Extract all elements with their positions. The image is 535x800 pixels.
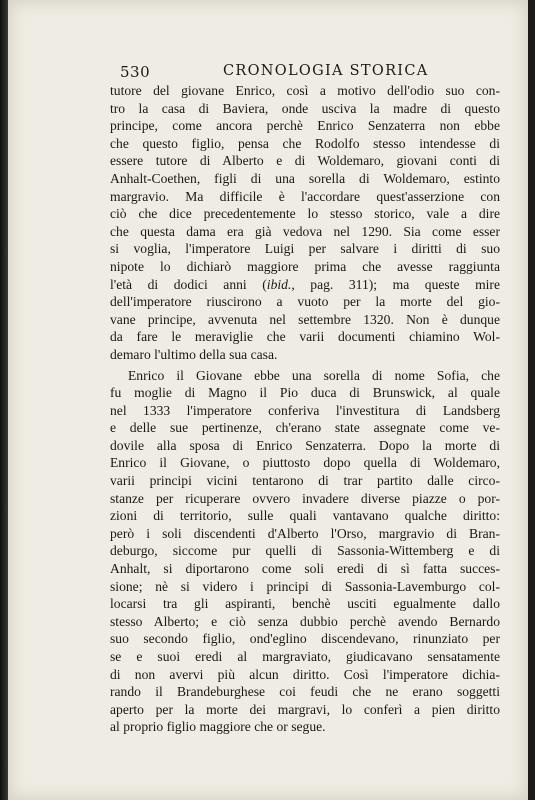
- text-line: l'età di dodici anni (ibid., pag. 311); ma queste mire: [110, 276, 500, 292]
- text-line: zioni di territorio, sulle quali vantavano qualche diritto:: [110, 508, 500, 524]
- text-line: deburgo, siccome pur quelli di Sassonia-Wittemberg e di: [110, 543, 500, 559]
- text-line: demaro l'ultimo della sua casa.: [110, 346, 278, 362]
- text-line: principe, come ancora perchè Enrico Senzaterra non ebbe: [110, 118, 500, 134]
- text-line: margravio. Ma difficile è l'accordare quest'asserzione con: [110, 188, 500, 204]
- text-line: stanze per ricuperare ovvero invadere diverse piazze o por-: [110, 490, 500, 506]
- text-line: vane principe, avvenuta nel settembre 1320. Non è dunque: [110, 311, 500, 327]
- text-line: locarsi tra gli aspiranti, benchè usciti egualmente dallo: [110, 596, 500, 612]
- text-line: nipote lo dichiarò maggiore prima che avesse raggiunta: [110, 258, 500, 274]
- text-line: tro la casa di Baviera, onde usciva la madre di questo: [110, 100, 500, 116]
- text-line: aperto per la morte dei margravi, lo conferì a pien diritto: [110, 701, 500, 717]
- text-line: Enrico il Giovane ebbe una sorella di nome Sofia, che: [128, 367, 500, 383]
- text-line: dell'imperatore riuscirono a vuoto per la morte del gio-: [110, 294, 500, 310]
- citation-ibid: ibid.: [266, 276, 292, 292]
- text-line: nel 1333 l'imperatore conferiva l'investitura di Landsberg: [110, 402, 500, 418]
- text-line: al proprio figlio maggiore che or segue.: [110, 719, 326, 735]
- text-line: Anhalt, si diportarono come soli eredi di sì fatta succes-: [110, 561, 500, 577]
- text-line: e delle sue pertinenze, ch'erano state assegnate come ve-: [110, 420, 500, 436]
- text-line: stesso Alberto; e ciò senza dubbio perchè avendo Bernardo: [110, 613, 500, 629]
- paragraph: [110, 82, 500, 364]
- text-line: di non avervi più alcun diritto. Così l'imperatore dichia-: [110, 666, 500, 682]
- book-gutter: [0, 0, 8, 800]
- text-line: suo secondo figlio, ond'eglino discendevano, rinunziato per: [110, 631, 500, 647]
- text-line: varii principi vicini tentarono di trar partito dalle circo-: [110, 473, 500, 489]
- text-line: Enrico il Giovane, o piuttosto dopo quella di Woldemaro,: [110, 455, 500, 471]
- page-header: [120, 63, 505, 83]
- paragraph: [110, 367, 500, 736]
- text-line: che questo figlio, pensa che Rodolfo stesso intendesse di: [110, 135, 500, 151]
- text-line: fu moglie di Magno il Pio duca di Brunswick, al quale: [110, 385, 500, 401]
- text-line: da fare le meraviglie che varii documenti chiamino Wol-: [110, 329, 500, 345]
- text-line: se e suoi eredi al margraviato, giudicavano sensatamente: [110, 649, 500, 664]
- text-line: dovile alla sposa di Enrico Senzaterra. Dopo la morte di: [110, 437, 500, 453]
- text-line: Anhalt-Coethen, figli di una sorella di Woldemaro, estinto: [110, 170, 500, 186]
- text-line: rando il Brandeburghese coi feudi che ne erano soggetti: [110, 684, 500, 700]
- body-text: [110, 82, 500, 736]
- page-number: 530: [120, 63, 151, 81]
- text-line: sione; nè si videro i principi di Sassonia-Lavemburgo col-: [110, 578, 500, 594]
- running-title: CRONOLOGIA STORICA: [223, 63, 429, 79]
- text-line: si voglia, l'imperatore Luigi per salvare i diritti di suo: [110, 241, 500, 257]
- text-line: però i soli discendenti d'Alberto l'Orso, margravio di Bran-: [110, 525, 500, 541]
- text-line: tutore del giovane Enrico, così a motivo dell'odio suo con-: [110, 83, 500, 98]
- text-line: che questa dama era già vedova nel 1290. Sia come esser: [110, 223, 500, 239]
- text-line: essere tutore di Alberto e di Woldemaro, giovani conti di: [110, 153, 500, 169]
- text-line: ciò che dice precedentemente lo stesso storico, vale a dire: [110, 206, 500, 222]
